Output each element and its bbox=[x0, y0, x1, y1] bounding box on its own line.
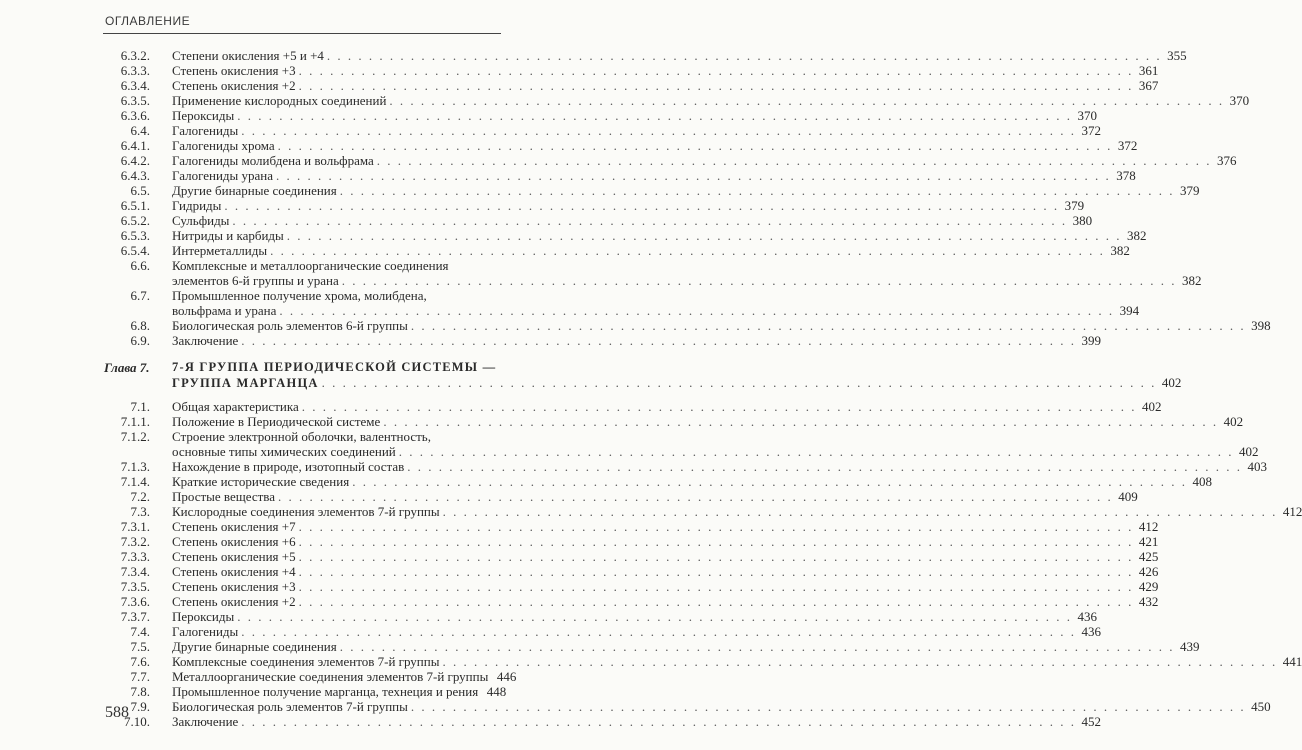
toc-entry-line bbox=[172, 564, 1159, 579]
toc-entry-line bbox=[172, 138, 1138, 153]
dot-leader: . . . . . . . . . . . . . . . . . . . . . . . . . . . . . . . . . . . . . . . . . . . . . . . . . . . . . . . . . . . . . . . . . . . . . . . . . . . . . . . . bbox=[321, 375, 1157, 390]
toc-entry-page: 450 bbox=[1251, 699, 1271, 714]
toc-entry-page: 448 bbox=[486, 684, 507, 699]
toc-entry-line bbox=[172, 519, 1159, 534]
toc-entry bbox=[0, 534, 1159, 549]
toc-entry bbox=[0, 639, 1200, 654]
toc-entry-line bbox=[172, 699, 1271, 714]
dot-leader: . . . . . . . . . . . . . . . . . . . . . . . . . . . . . . . . . . . . . . . . . . . . . . . . . . . . . . . . . . . . . . . . . . . . . . . . . . . . . . . . bbox=[398, 444, 1234, 459]
toc-entry-body bbox=[172, 609, 1097, 624]
dot-leader: . . . . . . . . . . . . . . . . . . . . . . . . . . . . . . . . . . . . . . . . . . . . . . . . . . . . . . . . . . . . . . . . . . . . . . . . . . . . . . . . bbox=[241, 624, 1077, 639]
toc-entry-page: 412 bbox=[1138, 519, 1159, 534]
toc-entry bbox=[0, 318, 1271, 333]
toc-entry-number: 6.3.6. bbox=[120, 108, 150, 123]
toc-entry-body bbox=[172, 519, 1159, 534]
toc-entry bbox=[0, 93, 1250, 108]
toc-entry-title: Интерметаллиды bbox=[172, 243, 268, 258]
toc-entry-title: Галогениды хрома bbox=[172, 138, 275, 153]
toc-entry bbox=[0, 489, 1138, 504]
toc-entry-body bbox=[172, 360, 1182, 391]
toc-entry-number: 6.3.2. bbox=[120, 48, 150, 63]
toc-entry-number: 6.7. bbox=[130, 288, 150, 303]
dot-leader: . . . . . . . . . . . . . . . . . . . . . . . . . . . . . . . . . . . . . . . . . . . . . . . . . . . . . . . . . . . . . . . . . . . . . . . . . . . . . . . . bbox=[383, 414, 1219, 429]
toc-entry-number: 6.3.5. bbox=[120, 93, 150, 108]
dot-leader: . . . . . . . . . . . . . . . . . . . . . . . . . . . . . . . . . . . . . . . . . . . . . . . . . . . . . . . . . . . . . . . . . . . . . . . . . . . . . . . . bbox=[237, 108, 1072, 123]
chapter-number: Глава 7. bbox=[104, 360, 150, 375]
toc-entry-title: Промышленное получение марганца, технеция и рения bbox=[172, 684, 479, 699]
dot-leader: . . . . . . . . . . . . . . . . . . . . . . . . . . . . . . . . . . . . . . . . . . . . . . . . . . . . . . . . . . . . . . . . . . . . . . . . . . . . . . . . bbox=[241, 333, 1077, 348]
toc-entry-page: 409 bbox=[1118, 489, 1138, 504]
toc-entry-page: 441 bbox=[1282, 654, 1302, 669]
toc-entry-number: 7.7. bbox=[130, 669, 150, 684]
toc-entry-page: 426 bbox=[1138, 564, 1159, 579]
dot-leader: . . . . . . . . . . . . . . . . . . . . . . . . . . . . . . . . . . . . . . . . . . . . . . . . . . . . . . . . . . . . . . . . . . . . . . . . . . . . . . . . bbox=[286, 228, 1122, 243]
toc-entry-number: 7.3.4. bbox=[120, 564, 150, 579]
toc-entry-page: 376 bbox=[1217, 153, 1237, 168]
toc-entry bbox=[0, 63, 1159, 78]
toc-entry-line bbox=[172, 48, 1187, 63]
toc-entry-body bbox=[172, 699, 1271, 714]
toc-entry bbox=[0, 288, 1140, 318]
toc-entry-number: 7.1.3. bbox=[120, 459, 150, 474]
toc-entry-number: 6.5.1. bbox=[120, 198, 150, 213]
toc-entry-page: 399 bbox=[1081, 333, 1102, 348]
toc-entry bbox=[0, 198, 1085, 213]
dot-leader: . . . . . . . . . . . . . . . . . . . . . . . . . . . . . . . . . . . . . . . . . . . . . . . . . . . . . . . . . . . . . . . . . . . . . . . . . . . . . . . . bbox=[278, 489, 1113, 504]
toc-entry-title: Галогениды bbox=[172, 123, 239, 138]
toc-entry bbox=[0, 699, 1271, 714]
toc-entry-title: Строение электронной оболочки, валентность, bbox=[172, 429, 431, 444]
dot-leader: . . . . . . . . . . . . . . . . . . . . . . . . . . . . . . . . . . . . . . . . . . . . . . . . . . . . . . . . . . . . . . . . . . . . . . . . . . . . . . . . bbox=[298, 519, 1134, 534]
toc-entry-page: 436 bbox=[1077, 609, 1097, 624]
toc-entry-body bbox=[172, 318, 1271, 333]
toc-entry-number: 6.9. bbox=[130, 333, 150, 348]
toc-entry-title: Металлоорганические соединения элементов 7-й группы bbox=[172, 669, 489, 684]
toc-entry-title: элементов 6-й группы и урана bbox=[172, 273, 339, 288]
dot-leader: . . . . . . . . . . . . . . . . . . . . . . . . . . . . . . . . . . . . . . . . . . . . . . . . . . . . . . . . . . . . . . . . . . . . . . . . . . . . . . . . bbox=[339, 639, 1175, 654]
toc-entry-line bbox=[172, 303, 1140, 318]
toc-entry-line bbox=[172, 474, 1212, 489]
dot-leader: . . . . . . . . . . . . . . . . . . . . . . . . . . . . . . . . . . . . . . . . . . . . . . . . . . . . . . . . . . . . . . . . . . . . . . . . . . . . . . . . bbox=[270, 243, 1105, 258]
toc-entry-page: 361 bbox=[1138, 63, 1159, 78]
toc-entry-line bbox=[172, 624, 1102, 639]
toc-entry-page: 372 bbox=[1117, 138, 1138, 153]
dot-leader: . . . . . . . . . . . . . . . . . . . . . . . . . . . . . . . . . . . . . . . . . . . . . . . . . . . . . . . . . . . . . . . . . . . . . . . . . . . . . . . . bbox=[298, 63, 1134, 78]
toc-entry-page: 436 bbox=[1081, 624, 1102, 639]
toc-entry-line bbox=[172, 654, 1302, 669]
dot-leader: . . . . . . . . . . . . . . . . . . . . . . . . . . . . . . . . . . . . . . . . . . . . . . . . . . . . . . . . . . . . . . . . . . . . . . . . . . . . . . . . bbox=[442, 504, 1278, 519]
dot-leader: . . . . . . . . . . . . . . . . . . . . . . . . . . . . . . . . . . . . . . . . . . . . . . . . . . . . . . . . . . . . . . . . . . . . . . . . . . . . . . . . bbox=[298, 594, 1134, 609]
toc-entry-body bbox=[172, 459, 1268, 474]
toc-entry-number: 6.5.3. bbox=[120, 228, 150, 243]
toc-chapter-7-heading bbox=[0, 360, 1182, 391]
toc-entry-page: 382 bbox=[1127, 228, 1147, 243]
dot-leader: . . . . . . . . . . . . . . . . . . . . . . . . . . . . . . . . . . . . . . . . . . . . . . . . . . . . . . . . . . . . . . . . . . . . . . . . . . . . . . . . bbox=[237, 609, 1072, 624]
toc-entry bbox=[0, 504, 1302, 519]
toc-section-chapter-7 bbox=[0, 399, 1302, 729]
toc-entry-body bbox=[172, 78, 1159, 93]
dot-leader: . . . . . . . . . . . . . . . . . . . . . . . . . . . . . . . . . . . . . . . . . . . . . . . . . . . . . . . . . . . . . . . . . . . . . . . . . . . . . . . . bbox=[298, 534, 1134, 549]
dot-leader: . . . . . . . . . . . . . . . . . . . . . . . . . . . . . . . . . . . . . . . . . . . . . . . . . . . . . . . . . . . . . . . . . . . . . . . . . . . . . . . . bbox=[326, 48, 1162, 63]
toc-entry-line bbox=[172, 414, 1244, 429]
toc-entry-title: Комплексные и металлоорганические соединения bbox=[172, 258, 449, 273]
toc-entry-number: 7.8. bbox=[130, 684, 150, 699]
toc-entry-page: 379 bbox=[1064, 198, 1085, 213]
toc-entry-body bbox=[172, 399, 1162, 414]
toc-entry-line bbox=[172, 183, 1200, 198]
toc-entry-line bbox=[172, 198, 1085, 213]
running-header: ОГЛАВЛЕНИЕ bbox=[105, 14, 191, 28]
toc-entry-body bbox=[172, 414, 1244, 429]
dot-leader: . . . . . . . . . . . . . . . . . . . . . . . . . . . . . . . . . . . . . . . . . . . . . . . . . . . . . . . . . . . . . . . . . . . . . . . . . . . . . . . . bbox=[298, 549, 1134, 564]
toc-entry bbox=[0, 228, 1147, 243]
toc-chapter-entry bbox=[0, 360, 1182, 391]
toc-entry-line bbox=[172, 78, 1159, 93]
toc-entry bbox=[0, 183, 1200, 198]
toc-entry-body bbox=[172, 93, 1250, 108]
toc-entry-page: 432 bbox=[1138, 594, 1159, 609]
toc-entry-number: 6.3.3. bbox=[120, 63, 150, 78]
toc-entry-body bbox=[172, 288, 1140, 318]
toc-entry-title: Применение кислородных соединений bbox=[172, 93, 387, 108]
toc-entry-title: Степень окисления +4 bbox=[172, 564, 296, 579]
toc-entry-line bbox=[172, 63, 1159, 78]
toc-entry-page: 372 bbox=[1081, 123, 1102, 138]
toc-entry-page: 403 bbox=[1247, 459, 1268, 474]
toc-entry-title: Нахождение в природе, изотопный состав bbox=[172, 459, 405, 474]
toc-entry-title: Биологическая роль элементов 7-й группы bbox=[172, 699, 408, 714]
toc-entry bbox=[0, 594, 1159, 609]
toc-entry-title: Другие бинарные соединения bbox=[172, 183, 337, 198]
toc-entry-body bbox=[172, 684, 507, 699]
toc-entry-body bbox=[172, 669, 517, 684]
toc-entry-body bbox=[172, 48, 1187, 63]
dot-leader: . . . . . . . . . . . . . . . . . . . . . . . . . . . . . . . . . . . . . . . . . . . . . . . . . . . . . . . . . . . . . . . . . . . . . . . . . . . . . . . . bbox=[276, 168, 1111, 183]
toc-entry-page: 429 bbox=[1138, 579, 1159, 594]
toc-entry-body bbox=[172, 138, 1138, 153]
toc-entry bbox=[0, 459, 1268, 474]
toc-entry bbox=[0, 168, 1136, 183]
toc-entry-body bbox=[172, 489, 1138, 504]
dot-leader: . . . . . . . . . . . . . . . . . . . . . . . . . . . . . . . . . . . . . . . . . . . . . . . . . . . . . . . . . . . . . . . . . . . . . . . . . . . . . . . . bbox=[224, 198, 1060, 213]
toc-entry-line bbox=[172, 399, 1162, 414]
toc-entry bbox=[0, 243, 1130, 258]
toc-entry bbox=[0, 153, 1237, 168]
toc-entry-number: 7.1.2. bbox=[120, 429, 150, 444]
toc-entry-number: 6.5. bbox=[130, 183, 150, 198]
toc-entry-number: 6.4. bbox=[130, 123, 150, 138]
toc-entry-title: Общая характеристика bbox=[172, 399, 299, 414]
toc-entry-line bbox=[172, 93, 1250, 108]
toc-entry-title: Галогениды молибдена и вольфрама bbox=[172, 153, 374, 168]
page-number: 588 bbox=[105, 704, 129, 721]
toc-entry-body bbox=[172, 594, 1159, 609]
toc-entry-title: Другие бинарные соединения bbox=[172, 639, 337, 654]
toc-entry-line bbox=[172, 360, 501, 375]
toc-entry-title: Простые вещества bbox=[172, 489, 276, 504]
toc-entry-number: 7.3.7. bbox=[120, 609, 150, 624]
toc-entry-page: 402 bbox=[1239, 444, 1259, 459]
dot-leader: . . . . . . . . . . . . . . . . . . . . . . . . . . . . . . . . . . . . . . . . . . . . . . . . . . . . . . . . . . . . . . . . . . . . . . . . . . . . . . . . bbox=[241, 123, 1077, 138]
toc-entry bbox=[0, 474, 1212, 489]
dot-leader: . . . . . . . . . . . . . . . . . . . . . . . . . . . . . . . . . . . . . . . . . . . . . . . . . . . . . . . . . . . . . . . . . . . . . . . . . . . . . . . . bbox=[410, 699, 1246, 714]
toc-entry-page: 379 bbox=[1179, 183, 1200, 198]
toc-entry-number: 6.3.4. bbox=[120, 78, 150, 93]
dot-leader: . . . . . . . . . . . . . . . . . . . . . . . . . . . . . . . . . . . . . . . . . . . . . . . . . . . . . . . . . . . . . . . . . . . . . . . . . . . . . . . . bbox=[341, 273, 1177, 288]
toc-entry bbox=[0, 579, 1159, 594]
toc-entry-title: Пероксиды bbox=[172, 108, 235, 123]
toc-entry-line bbox=[172, 123, 1102, 138]
toc-entry-title: Заключение bbox=[172, 714, 239, 729]
toc-entry bbox=[0, 138, 1138, 153]
toc-entry-number: 7.3.2. bbox=[120, 534, 150, 549]
toc-entry-line bbox=[172, 444, 1259, 459]
toc-entry-line bbox=[172, 459, 1268, 474]
toc-entry-line bbox=[172, 669, 517, 684]
toc-entry-line bbox=[172, 714, 1102, 729]
toc-entry-line bbox=[172, 258, 501, 273]
toc-entry bbox=[0, 414, 1244, 429]
toc-entry bbox=[0, 78, 1159, 93]
toc-entry-title: Нитриды и карбиды bbox=[172, 228, 284, 243]
toc-entry-number: 6.5.2. bbox=[120, 213, 150, 228]
toc-entry-page: 402 bbox=[1141, 399, 1162, 414]
toc-entry-title: Комплексные соединения элементов 7-й группы bbox=[172, 654, 440, 669]
dot-leader: . . . . . . . . . . . . . . . . . . . . . . . . . . . . . . . . . . . . . . . . . . . . . . . . . . . . . . . . . . . . . . . . . . . . . . . . . . . . . . . . bbox=[301, 399, 1137, 414]
toc-entry-line bbox=[172, 213, 1093, 228]
toc-entry-body bbox=[172, 168, 1136, 183]
toc-entry-line bbox=[172, 375, 1182, 391]
toc-entry bbox=[0, 213, 1093, 228]
toc-entry-title: Пероксиды bbox=[172, 609, 235, 624]
toc-entry-body bbox=[172, 549, 1159, 564]
dot-leader: . . . . . . . . . . . . . . . . . . . . . . . . . . . . . . . . . . . . . . . . . . . . . . . . . . . . . . . . . . . . . . . . . . . . . . . . . . . . . . . . bbox=[279, 303, 1115, 318]
toc-entry-title: вольфрама и урана bbox=[172, 303, 277, 318]
toc-entry-title: основные типы химических соединений bbox=[172, 444, 396, 459]
toc-entry bbox=[0, 684, 600, 699]
toc-entry-number: 7.5. bbox=[130, 639, 150, 654]
toc-entry-title: Степень окисления +5 bbox=[172, 549, 296, 564]
dot-leader: . . . . . . . . . . . . . . . . . . . . . . . . . . . . . . . . . . . . . . . . . . . . . . . . . . . . . . . . . . . . . . . . . . . . . . . . . . . . . . . . bbox=[352, 474, 1187, 489]
toc-entry-body bbox=[172, 504, 1302, 519]
toc-entry-number: 7.4. bbox=[130, 624, 150, 639]
toc-entry-number: 6.4.1. bbox=[120, 138, 150, 153]
toc-entry-line bbox=[172, 639, 1200, 654]
toc-entry-line bbox=[172, 108, 1097, 123]
toc-entry-title: Степень окисления +7 bbox=[172, 519, 296, 534]
toc-entry-number: 6.8. bbox=[130, 318, 150, 333]
toc-entry-page: 367 bbox=[1138, 78, 1159, 93]
toc-entry-page: 446 bbox=[496, 669, 517, 684]
toc-entry-page: 398 bbox=[1251, 318, 1271, 333]
toc-entry-page: 370 bbox=[1077, 108, 1097, 123]
toc-entry-line bbox=[172, 333, 1102, 348]
toc-entry-body bbox=[172, 213, 1093, 228]
toc-entry-number: 7.1. bbox=[130, 399, 150, 414]
toc-entry-body bbox=[172, 564, 1159, 579]
toc-entry-title: Степень окисления +2 bbox=[172, 78, 296, 93]
toc-entry-number: 7.1.4. bbox=[120, 474, 150, 489]
toc-entry-title: Биологическая роль элементов 6-й группы bbox=[172, 318, 408, 333]
toc-entry bbox=[0, 609, 1097, 624]
toc-entry-line bbox=[172, 489, 1138, 504]
toc-entry bbox=[0, 564, 1159, 579]
toc-entry-page: 370 bbox=[1229, 93, 1250, 108]
dot-leader: . . . . . . . . . . . . . . . . . . . . . . . . . . . . . . . . . . . . . . . . . . . . . . . . . . . . . . . . . . . . . . . . . . . . . . . . . . . . . . . . bbox=[339, 183, 1175, 198]
toc-entry-number: 7.6. bbox=[130, 654, 150, 669]
toc-entry-body bbox=[172, 228, 1147, 243]
toc-entry-body bbox=[172, 714, 1102, 729]
dot-leader: . . . . . . . . . . . . . . . . . . . . . . . . . . . . . . . . . . . . . . . . . . . . . . . . . . . . . . . . . . . . . . . . . . . . . . . . . . . . . . . . bbox=[298, 579, 1134, 594]
toc-entry bbox=[0, 258, 1202, 288]
toc-entry-line bbox=[172, 684, 507, 699]
toc-entry-title: Заключение bbox=[172, 333, 239, 348]
toc-entry-line bbox=[172, 273, 1202, 288]
toc-entry-title: Степень окисления +2 bbox=[172, 594, 296, 609]
chapter-title: 7-Я ГРУППА ПЕРИОДИЧЕСКОЙ СИСТЕМЫ — bbox=[172, 360, 497, 374]
toc-entry-page: 412 bbox=[1282, 504, 1302, 519]
toc-entry-number: 6.4.3. bbox=[120, 168, 150, 183]
toc-entry bbox=[0, 624, 1102, 639]
dot-leader: . . . . . . . . . . . . . . . . . . . . . . . . . . . . . . . . . . . . . . . . . . . . . . . . . . . . . . . . . . . . . . . . . . . . . . . . . . . . . . . . bbox=[232, 213, 1068, 228]
toc-entry-title: Степень окисления +6 bbox=[172, 534, 296, 549]
toc-entry-title: Степени окисления +5 и +4 bbox=[172, 48, 324, 63]
dot-leader: . . . . . . . . . . . . . . . . . . . . . . . . . . . . . . . . . . . . . . . . . . . . . . . . . . . . . . . . . . . . . . . . . . . . . . . . . . . . . . . . bbox=[298, 78, 1134, 93]
toc-entry-number: 7.3.5. bbox=[120, 579, 150, 594]
toc-entry-body bbox=[172, 654, 1302, 669]
header-rule bbox=[103, 33, 501, 34]
chapter-title: ГРУППА МАРГАНЦА bbox=[172, 376, 319, 390]
toc-entry-line bbox=[172, 429, 501, 444]
toc-entry-number: 7.10. bbox=[124, 714, 150, 729]
toc-entry-line bbox=[172, 504, 1302, 519]
toc-entry-number: 7.3.3. bbox=[120, 549, 150, 564]
toc-entry-number: 7.3. bbox=[130, 504, 150, 519]
toc-entry-line bbox=[172, 228, 1147, 243]
chapter-page: 402 bbox=[1161, 375, 1182, 390]
toc-entry-line bbox=[172, 594, 1159, 609]
toc-entry-line bbox=[172, 609, 1097, 624]
toc-entry-title: Положение в Периодической системе bbox=[172, 414, 381, 429]
toc-entry-title: Степень окисления +3 bbox=[172, 579, 296, 594]
toc-entry-body bbox=[172, 243, 1130, 258]
toc-entry-line bbox=[172, 549, 1159, 564]
toc-entry-line bbox=[172, 168, 1136, 183]
toc-entry-line bbox=[172, 288, 501, 303]
dot-leader: . . . . . . . . . . . . . . . . . . . . . . . . . . . . . . . . . . . . . . . . . . . . . . . . . . . . . . . . . . . . . . . . . . . . . . . . . . . . . . . . bbox=[410, 318, 1246, 333]
toc-entry bbox=[0, 399, 1162, 414]
toc-entry-page: 421 bbox=[1138, 534, 1159, 549]
toc-entry-body bbox=[172, 198, 1085, 213]
toc-entry-page: 452 bbox=[1081, 714, 1102, 729]
toc-entry-title: Сульфиды bbox=[172, 213, 230, 228]
toc-entry-body bbox=[172, 153, 1237, 168]
toc-entry-number: 7.2. bbox=[130, 489, 150, 504]
toc-entry-title: Галогениды урана bbox=[172, 168, 274, 183]
toc-entry bbox=[0, 714, 1102, 729]
toc-entry-page: 425 bbox=[1138, 549, 1159, 564]
dot-leader: . . . . . . . . . . . . . . . . . . . . . . . . . . . . . . . . . . . . . . . . . . . . . . . . . . . . . . . . . . . . . . . . . . . . . . . . . . . . . . . . bbox=[407, 459, 1243, 474]
toc-entry-page: 402 bbox=[1223, 414, 1244, 429]
toc-entry-number: 6.4.2. bbox=[120, 153, 150, 168]
toc-entry-body bbox=[172, 624, 1102, 639]
toc-entry-page: 394 bbox=[1119, 303, 1140, 318]
toc-entry bbox=[0, 48, 1187, 63]
toc-section-chapter-6 bbox=[0, 48, 1271, 348]
toc-entry-title: Промышленное получение хрома, молибдена, bbox=[172, 288, 427, 303]
dot-leader: . . . . . . . . . . . . . . . . . . . . . . . . . . . . . . . . . . . . . . . . . . . . . . . . . . . . . . . . . . . . . . . . . . . . . . . . . . . . . . . . bbox=[241, 714, 1077, 729]
toc-entry-page: 382 bbox=[1110, 243, 1130, 258]
toc-entry-body bbox=[172, 63, 1159, 78]
toc-entry-title: Краткие исторические сведения bbox=[172, 474, 350, 489]
toc-entry-page: 382 bbox=[1182, 273, 1202, 288]
toc-entry-title: Кислородные соединения элементов 7-й группы bbox=[172, 504, 440, 519]
toc-entry-number: 7.9. bbox=[130, 699, 150, 714]
dot-leader: . . . . . . . . . . . . . . . . . . . . . . . . . . . . . . . . . . . . . . . . . . . . . . . . . . . . . . . . . . . . . . . . . . . . . . . . . . . . . . . . bbox=[298, 564, 1134, 579]
toc-entry-body bbox=[172, 123, 1102, 138]
dot-leader: . . . . . . . . . . . . . . . . . . . . . . . . . . . . . . . . . . . . . . . . . . . . . . . . . . . . . . . . . . . . . . . . . . . . . . . . . . . . . . . . bbox=[442, 654, 1278, 669]
toc-entry-title: Галогениды bbox=[172, 624, 239, 639]
toc-entry-title: Гидриды bbox=[172, 198, 222, 213]
toc-entry-body bbox=[172, 474, 1212, 489]
toc-entry-number: 6.6. bbox=[130, 258, 150, 273]
toc-entry-body bbox=[172, 258, 1202, 288]
dot-leader: . . . . . . . . . . . . . . . . . . . . . . . . . . . . . . . . . . . . . . . . . . . . . . . . . . . . . . . . . . . . . . . . . . . . . . . . . . . . . . . . bbox=[376, 153, 1212, 168]
toc-entry-line bbox=[172, 318, 1271, 333]
toc-entry-page: 439 bbox=[1179, 639, 1200, 654]
toc-entry bbox=[0, 333, 1102, 348]
toc-entry-body bbox=[172, 429, 1259, 459]
table-of-contents bbox=[0, 48, 1302, 729]
toc-entry-body bbox=[172, 534, 1159, 549]
toc-entry-body bbox=[172, 183, 1200, 198]
toc-entry bbox=[0, 654, 1302, 669]
toc-entry-number: 7.1.1. bbox=[120, 414, 150, 429]
toc-entry bbox=[0, 123, 1102, 138]
toc-entry-number: 7.3.6. bbox=[120, 594, 150, 609]
toc-entry-page: 408 bbox=[1192, 474, 1212, 489]
toc-entry-line bbox=[172, 243, 1130, 258]
toc-entry-body bbox=[172, 333, 1102, 348]
toc-entry bbox=[0, 108, 1097, 123]
toc-entry-number: 6.5.4. bbox=[120, 243, 150, 258]
toc-entry-line bbox=[172, 579, 1159, 594]
toc-entry-body bbox=[172, 639, 1200, 654]
toc-entry-line bbox=[172, 534, 1159, 549]
toc-entry bbox=[0, 429, 1259, 459]
toc-entry-page: 378 bbox=[1116, 168, 1136, 183]
toc-entry-title: Степень окисления +3 bbox=[172, 63, 296, 78]
toc-entry bbox=[0, 669, 600, 684]
toc-entry-body bbox=[172, 579, 1159, 594]
toc-entry-page: 380 bbox=[1072, 213, 1093, 228]
toc-entry-number: 7.3.1. bbox=[120, 519, 150, 534]
toc-entry-page: 355 bbox=[1167, 48, 1187, 63]
toc-entry-body bbox=[172, 108, 1097, 123]
toc-entry-line bbox=[172, 153, 1237, 168]
toc-entry bbox=[0, 549, 1159, 564]
toc-entry bbox=[0, 519, 1159, 534]
dot-leader: . . . . . . . . . . . . . . . . . . . . . . . . . . . . . . . . . . . . . . . . . . . . . . . . . . . . . . . . . . . . . . . . . . . . . . . . . . . . . . . . bbox=[389, 93, 1225, 108]
dot-leader: . . . . . . . . . . . . . . . . . . . . . . . . . . . . . . . . . . . . . . . . . . . . . . . . . . . . . . . . . . . . . . . . . . . . . . . . . . . . . . . . bbox=[277, 138, 1113, 153]
